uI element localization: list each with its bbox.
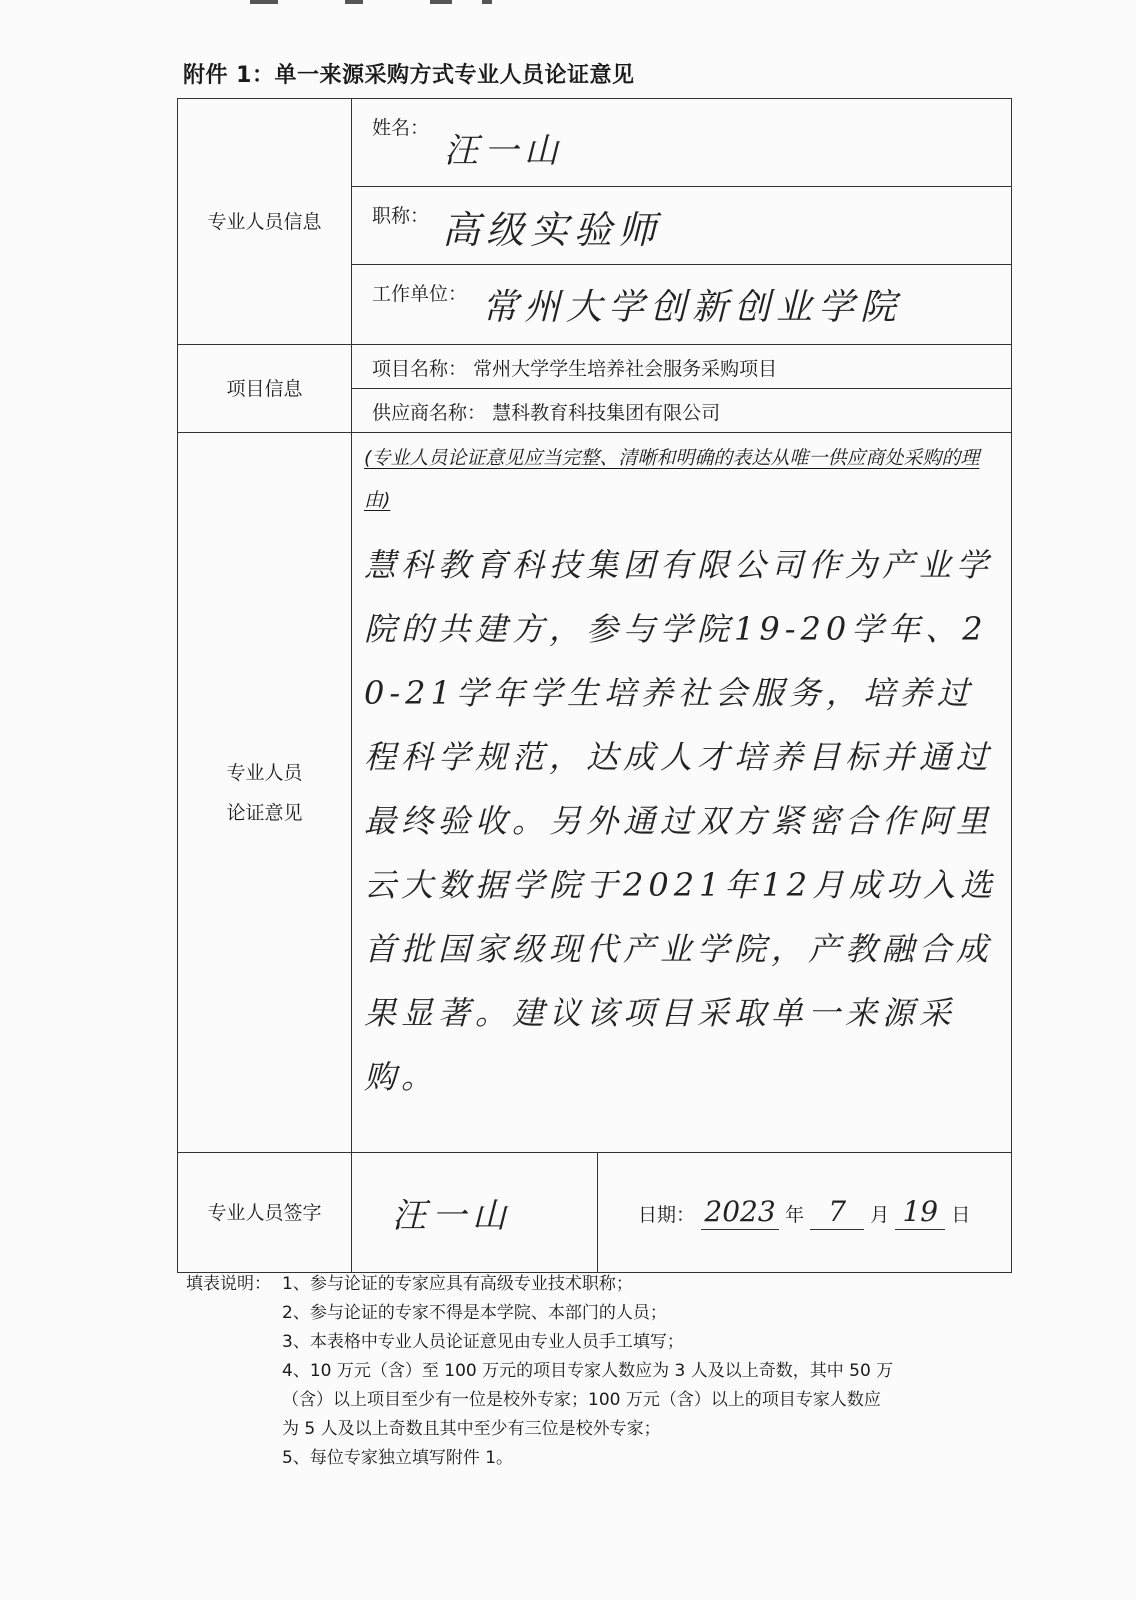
- notes-item-1: 1、参与论证的专家应具有高级专业技术职称；: [282, 1274, 633, 1294]
- signature-handwritten: 汪一山: [392, 1196, 512, 1236]
- work-unit-field: [352, 265, 1012, 345]
- supplier-label: 供应商名称：: [372, 402, 487, 424]
- date-month-unit: 月: [870, 1204, 890, 1226]
- scan-edge-marks: [250, 0, 510, 6]
- opinion-label-line2: 论证意见: [226, 801, 303, 824]
- date-month: 7: [810, 1195, 864, 1230]
- notes-item-4: 4、10 万元（含）至 100 万元的项目专家人数应为 3 人及以上奇数，其中 50 万: [282, 1361, 894, 1381]
- job-title-handwritten: 高级实验师: [442, 208, 663, 252]
- date-label: 日期：: [638, 1204, 696, 1226]
- notes-item-4-end: 为 5 人及以上奇数且其中至少有三位是校外专家；: [282, 1419, 661, 1439]
- signature-label-text: 专业人员签字: [207, 1201, 322, 1224]
- project-info-label: [178, 345, 352, 433]
- name-label: 姓名：: [372, 117, 430, 139]
- date-cell: [598, 1153, 1012, 1273]
- name-handwritten: 汪一山: [444, 131, 564, 171]
- notes-item-3: 3、本表格中专业人员论证意见由专业人员手工填写；: [282, 1332, 684, 1352]
- project-name-field: [352, 345, 1012, 389]
- job-title-label: 职称：: [372, 205, 430, 227]
- notes-lead: 填表说明：: [186, 1274, 271, 1294]
- notes-item-5: 5、每位专家独立填写附件 1。: [282, 1448, 514, 1468]
- date-row: [638, 1195, 1011, 1230]
- work-unit-handwritten: 常州大学创新创业学院: [482, 287, 903, 328]
- work-unit-label: 工作单位：: [372, 283, 468, 305]
- opinion-instruction: (专业人员论证意见应当完整、清晰和明确的表达从唯一供应商处采购的理由): [364, 447, 980, 511]
- project-info-label-text: 项目信息: [226, 377, 303, 400]
- supplier-value: 慧科教育科技集团有限公司: [492, 402, 721, 424]
- professional-info-label-text: 专业人员信息: [207, 210, 322, 233]
- date-year-unit: 年: [785, 1204, 805, 1226]
- date-day: 19: [895, 1195, 945, 1230]
- name-field: [352, 99, 1012, 187]
- supplier-field: [352, 389, 1012, 433]
- opinion-handwritten-text: 慧科教育科技集团有限公司作为产业学院的共建方，参与学院19-20学年、20-21学年学生培养社会服务，培养过程科学规范，达成人才培养目标并通过最终验收。另外通过双方紧密合作阿里云大数据学院于2021年12月成功入选首批国家级现代产业学院，产教融合成果显著。建议该项目采取单一来源采购。: [364, 546, 998, 1096]
- date-year: 2023: [701, 1195, 779, 1230]
- document-title: 附件 1：单一来源采购方式专业人员论证意见: [183, 63, 635, 88]
- opinion-cell: [352, 433, 1012, 1153]
- project-name-label: 项目名称：: [372, 358, 468, 380]
- argument-form: [177, 98, 1012, 1273]
- opinion-label: [178, 433, 352, 1153]
- notes-item-4-cont: （含）以上项目至少有一位是校外专家；100 万元（含）以上的项目专家人数应: [282, 1390, 881, 1410]
- project-name-value: 常州大学学生培养社会服务采购项目: [473, 358, 778, 380]
- notes-item-2: 2、参与论证的专家不得是本学院、本部门的人员；: [282, 1303, 667, 1323]
- job-title-field: [352, 187, 1012, 265]
- signature-label: [178, 1153, 352, 1273]
- signature-cell: [352, 1153, 598, 1273]
- date-day-unit: 日: [951, 1204, 971, 1226]
- professional-info-label: [178, 99, 352, 345]
- opinion-label-line1: 专业人员: [226, 761, 303, 784]
